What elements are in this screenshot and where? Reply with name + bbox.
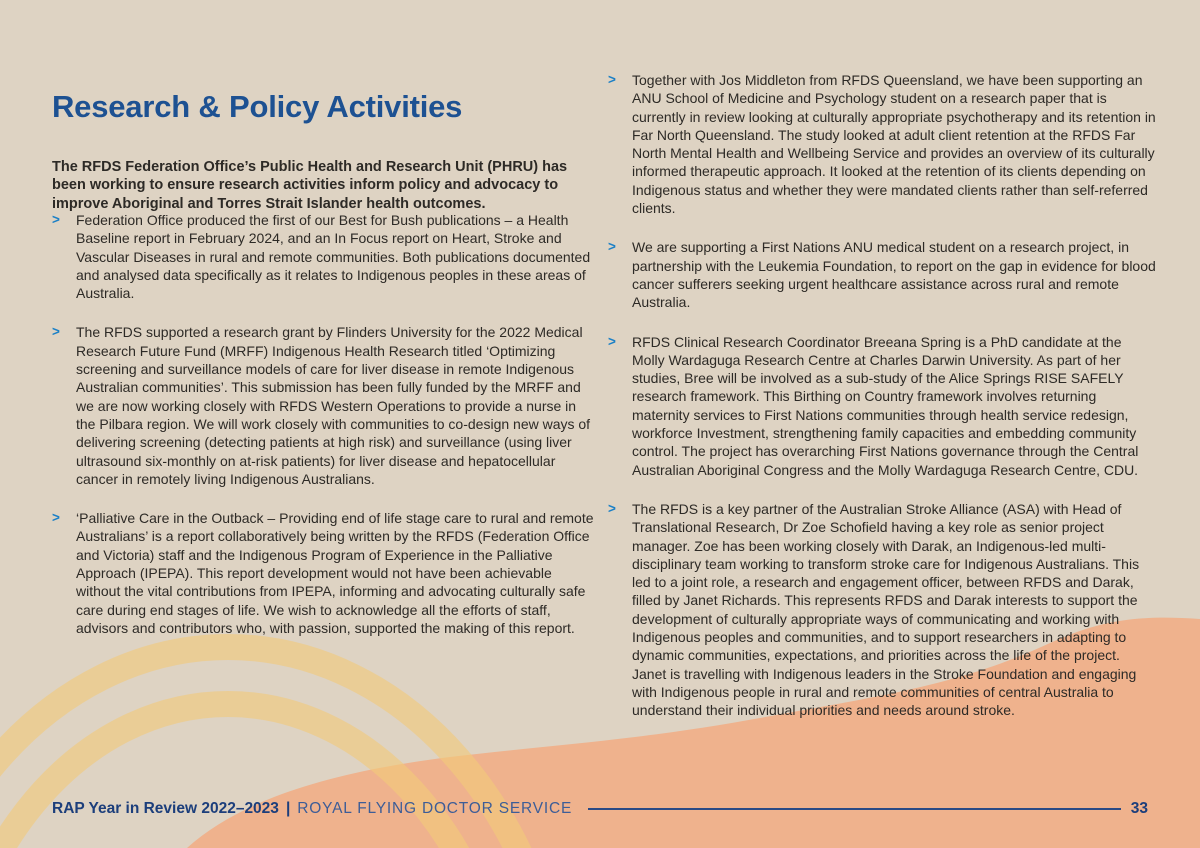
intro-paragraph: The RFDS Federation Office’s Public Health and Research Unit (PHRU) has been working to ensure research activities inform policy and advocacy to improve Aboriginal and Torres Strait Islander health outcomes.	[52, 158, 568, 212]
bullet-text: We are supporting a First Nations ANU medical student on a research project, in partnership with the Leukemia Foundation, to report on the gap in evidence for blood cancer sufferers seeking urgent healthcare assistance across rural and remote Australia.	[632, 239, 1156, 311]
bullet-item	[52, 323, 597, 488]
page-title: Research & Policy Activities	[52, 88, 463, 124]
bullet-item	[52, 509, 597, 637]
bullet-chevron-icon: >	[52, 324, 60, 340]
bullet-text: Federation Office produced the first of our Best for Bush publications – a Health Baseline report in February 2024, and an In Focus report on Heart, Stroke and Vascular Diseases in rural and remote communities. Both publications documented and analysed data specifically as it relates to Indigenous peoples in these areas of Australia.	[76, 212, 591, 302]
right-column-bullet-list	[608, 71, 1156, 741]
footer-report-title: RAP Year in Review 2022–2023	[52, 800, 279, 817]
page-number: 33	[1130, 800, 1148, 817]
page-footer	[52, 800, 1148, 818]
bullet-text: RFDS Clinical Research Coordinator Breeana Spring is a PhD candidate at the Molly Wardaguga Research Centre at Charles Darwin University. As part of her studies, Bree will be involved as a sub-study of the Alice Springs RISE SAFELY research framework. This Birthing on Country framework involves returning maternity services to First Nations communities through health service redesign, workforce Investment, strengthening family capacities and embedding community control. The project has overarching First Nations governance through the Central Australian Aboriginal Congress and the Molly Wardaguga Research Centre, CDU.	[632, 333, 1139, 478]
bullet-text: The RFDS is a key partner of the Australian Stroke Alliance (ASA) with Head of Translational Research, Dr Zoe Schofield having a key role as senior project manager. Zoe has been working closely with Darak, an Indigenous-led multi-disciplinary team working to transform stroke care for Indigenous Australians. This led to a joint role, a research and engagement officer, between RFDS and Darak, filled by Janet Richards. This represents RFDS and Darak interests to support the development of culturally appropriate ways of communicating and working with Indigenous peoples and communities, and to support researchers in adapting to dynamic communities, expectations, and priorities across the life of the project. Janet is travelling with Indigenous leaders in the Stroke Foundation and engaging with Indigenous people in rural and remote communities of central Australia to understand their individual priorities and needs around stroke.	[632, 500, 1140, 719]
bullet-item	[608, 500, 1156, 720]
bullet-chevron-icon: >	[52, 510, 60, 526]
footer-organisation: ROYAL FLYING DOCTOR SERVICE	[297, 800, 573, 817]
bullet-chevron-icon: >	[608, 500, 616, 516]
bullet-text: The RFDS supported a research grant by Flinders University for the 2022 Medical Research Future Fund (MRFF) Indigenous Health Research titled ‘Optimizing screening and surveillance models of care for liver disease in remote Indigenous Australian communities’. This submission has been fully funded by the MRFF and we are now working closely with RFDS Western Operations to provide a nurse in the Pilbara region. We will work closely with communities to co-design new ways of delivering screening (detecting patients at high risk) and surveillance (using liver ultrasound six-monthly on at-risk patients) for liver disease and hepatocellular cancer in remotely living Indigenous Australians.	[76, 324, 591, 487]
bullet-text: Together with Jos Middleton from RFDS Queensland, we have been supporting an ANU School of Medicine and Psychology student on a research paper that is currently in review looking at culturally appropriate psychotherapy and its retention in Far North Queensland. The study looked at adult client retention at the RFDS Far North Mental Health and Wellbeing Service and provides an overview of its culturally informed therapeutic approach. It looked at the retention of its clients depending on Indigenous status and whether they were mandated clients rather than self-referred clients.	[632, 72, 1156, 217]
left-column-bullet-list	[52, 211, 597, 658]
bullet-chevron-icon: >	[52, 212, 60, 227]
bullet-chevron-icon: >	[608, 333, 616, 349]
bullet-item	[608, 238, 1156, 311]
footer-rule	[588, 808, 1121, 810]
bullet-chevron-icon: >	[608, 239, 616, 255]
bullet-text: ‘Palliative Care in the Outback – Providing end of life stage care to rural and remote Australians’ is a report collaboratively being written by the RFDS (Federation Office and Victoria) staff and the Indigenous Program of Experience in the Palliative Approach (IPEPA). This report development would not have been achievable without the vital contributions from IPEPA, informing and advocating culturally safe care during end stages of life. We wish to acknowledge all the efforts of staff, advisors and contributors who, with passion, supported the making of this report.	[76, 510, 594, 636]
footer-separator: |	[285, 800, 291, 817]
bullet-item	[608, 333, 1156, 479]
bullet-chevron-icon: >	[608, 72, 616, 87]
bullet-item	[52, 211, 597, 302]
bullet-item	[608, 71, 1156, 217]
